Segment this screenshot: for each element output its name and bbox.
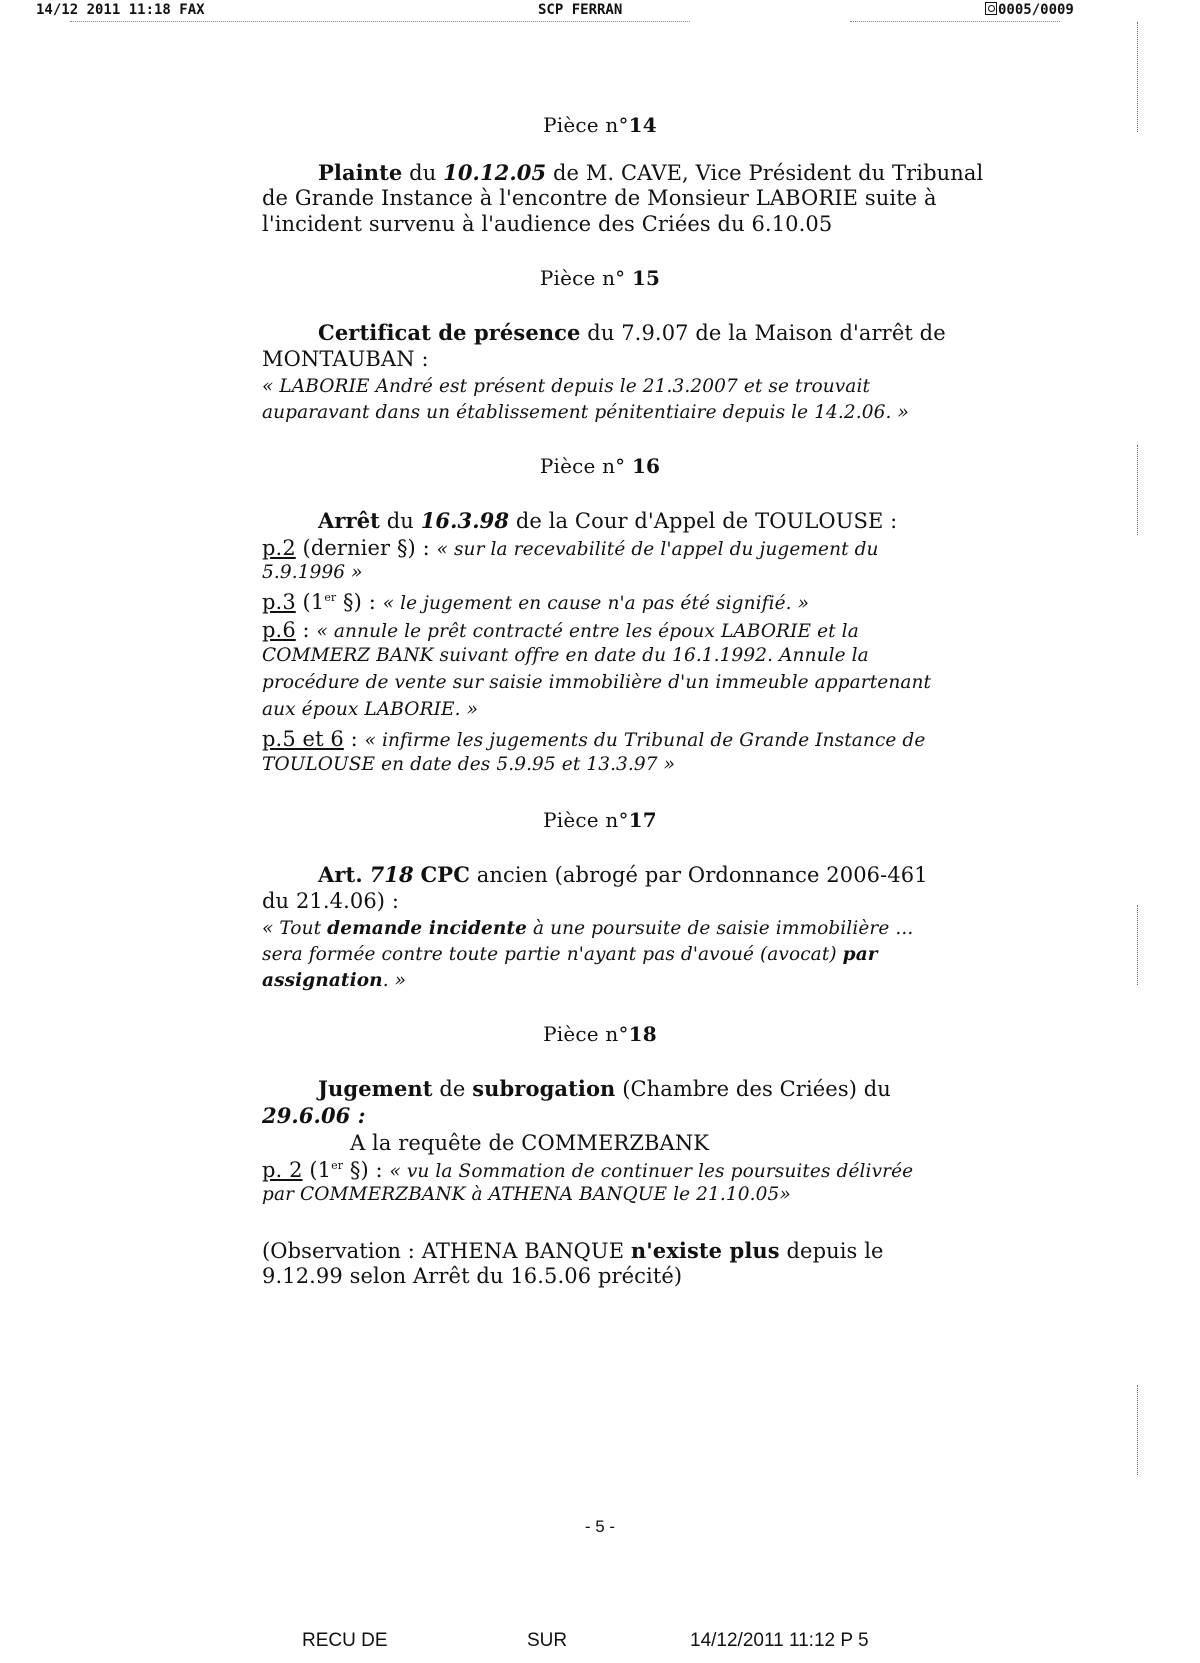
piece-15-line: Certificat de présence du 7.9.07 de la Maison d'arrêt de <box>318 320 946 345</box>
fax-footer-timestamp: 14/12/2011 11:12 P 5 <box>690 1630 869 1651</box>
piece-16-quote: COMMERZ BANK suivant offre en date du 16.1.1992. Annule la <box>262 645 869 666</box>
fax-header-page-count: 0005/0009 <box>985 2 1074 18</box>
scan-dotted-line <box>850 21 1060 22</box>
page-number: - 5 - <box>584 1517 616 1536</box>
piece-16-ref-line: p.6 : « annule le prêt contracté entre les époux LABORIE et la <box>262 618 859 642</box>
piece-15-line: MONTAUBAN : <box>262 347 429 371</box>
piece-18-title: Pièce n°18 <box>543 1022 657 1046</box>
piece-17-line: Art. 718 CPC ancien (abrogé par Ordonnance 2006-461 <box>318 862 928 887</box>
piece-15-title: Pièce n° 15 <box>539 266 661 290</box>
piece-16-quote: aux époux LABORIE. » <box>262 699 478 720</box>
piece-14-line: Plainte du 10.12.05 de M. CAVE, Vice Président du Tribunal <box>318 160 984 185</box>
fax-footer-received-from: RECU DE <box>302 1630 388 1651</box>
piece-16-ref-line: p.5 et 6 : « infirme les jugements du Tribunal de Grande Instance de <box>262 727 926 751</box>
piece-16-line: Arrêt du 16.3.98 de la Cour d'Appel de TOULOUSE : <box>318 508 898 533</box>
piece-16-title: Pièce n° 16 <box>539 454 661 478</box>
piece-18-observation: 9.12.99 selon Arrêt du 16.5.06 précité) <box>262 1264 683 1288</box>
piece-16-quote: TOULOUSE en date des 5.9.95 et 13.3.97 » <box>262 754 676 775</box>
piece-14-title: Pièce n°14 <box>543 113 657 137</box>
fax-header-sender: SCP FERRAN <box>538 2 623 18</box>
piece-18-quote: par COMMERZBANK à ATHENA BANQUE le 21.10.05» <box>262 1184 791 1205</box>
piece-16-quote: 5.9.1996 » <box>262 562 363 583</box>
piece-18-date: 29.6.06 : <box>262 1103 366 1128</box>
margin-dotted-line <box>1137 905 1138 985</box>
piece-18-line: Jugement de subrogation (Chambre des Criées) du <box>318 1076 891 1101</box>
piece-16-ref-line: p.3 (1er §) : « le jugement en cause n'a pas été signifié. » <box>262 590 810 614</box>
piece-15-quote: auparavant dans un établissement pénitentiaire depuis le 14.2.06. » <box>262 402 909 423</box>
piece-17-quote: sera formée contre toute partie n'ayant pas d'avoué (avocat) par <box>262 944 878 965</box>
fax-header-datetime: 14/12 2011 11:18 FAX <box>36 2 205 18</box>
margin-dotted-line <box>1137 1385 1138 1475</box>
piece-16-ref-line: p.2 (dernier §) : « sur la recevabilité de l'appel du jugement du <box>262 536 879 560</box>
piece-18-line: A la requête de COMMERZBANK <box>350 1131 710 1155</box>
piece-18-observation: (Observation : ATHENA BANQUE n'existe plus depuis le <box>262 1238 884 1263</box>
piece-16-quote: procédure de vente sur saisie immobilière d'un immeuble appartenant <box>262 672 932 693</box>
fax-icon <box>985 2 997 15</box>
piece-17-title: Pièce n°17 <box>543 808 657 832</box>
piece-14-line: l'incident survenu à l'audience des Criées du 6.10.05 <box>262 212 833 236</box>
fax-footer-on: SUR <box>527 1630 568 1651</box>
piece-15-quote: « LABORIE André est présent depuis le 21.3.2007 et se trouvait <box>262 376 870 397</box>
piece-17-quote: « Tout demande incidente à une poursuite de saisie immobilière ... <box>262 918 914 939</box>
scan-dotted-line <box>70 21 690 22</box>
piece-17-quote: assignation. » <box>262 970 407 991</box>
fax-header <box>0 0 1200 22</box>
piece-17-line: du 21.4.06) : <box>262 889 400 913</box>
piece-18-ref-line: p. 2 (1er §) : « vu la Sommation de continuer les poursuites délivrée <box>262 1158 914 1182</box>
piece-14-line: de Grande Instance à l'encontre de Monsieur LABORIE suite à <box>262 186 937 210</box>
